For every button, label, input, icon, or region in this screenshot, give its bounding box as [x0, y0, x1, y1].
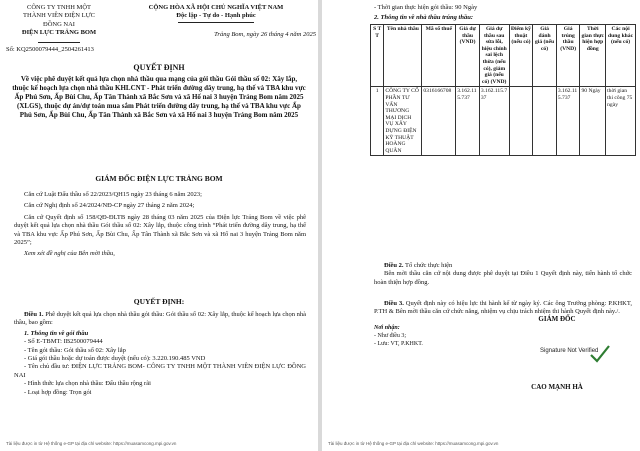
article-1 — [14, 311, 306, 397]
national-header — [118, 4, 314, 21]
col-header-adjusted-price: Giá dự thầu sau sửa lỗi, hiệu chỉnh sai lệch thừa (nếu có), giảm giá (nếu có) (VND) — [479, 25, 509, 87]
org-line-4: ĐIỆN LỰC TRẢNG BOM — [21, 29, 97, 37]
document-page-2 — [322, 0, 640, 451]
nation-name: CỘNG HÒA XÃ HỘI CHỦ NGHĨA VIỆT NAM — [148, 4, 284, 11]
cell-evaluated-price — [533, 87, 557, 156]
legal-basis — [14, 191, 306, 259]
cell-tax-code: 0316166708 — [422, 87, 456, 156]
recipients — [374, 324, 484, 348]
article-3-label: Điều 3. — [384, 300, 404, 307]
document-subject: Về việc phê duyệt kết quả lựa chọn nhà thầu qua mạng của gói thầu Gói thầu số 02: Xây lắp, thuộc kế hoạch lựa chọn nhà thầu KHLCNT - Phát triển đường dây trung, hạ thế và TBA khu vực Ấp Phú Sơn, Ấp Bùi Chu, Ấp Tân Thành xã Bắc Sơn và xã Hố nai 3 huyện Trảng Bom năm 2025 (XLGS), thuộc dự án/dự toán mua sắm Phát triển đường dây trung, hạ thế và TBA khu vực Ấp Phú Sơn, Ấp Bùi Chu, Ấp Tân Thành xã Bắc Sơn và xã Hố nai 3 huyện Trảng Bom năm 2025 — [12, 75, 306, 119]
article-2-body: Bên mời thầu căn cứ nội dung được phê duyệt tại Điều 1 Quyết định này, tiến hành tổ chức hoàn thiện hợp đồng. — [374, 270, 632, 286]
cell-contract-time: 90 Ngày — [580, 87, 606, 156]
org-underline — [38, 42, 80, 43]
basis-3: Căn cứ Quyết định số 158/QĐ-ĐLTB ngày 28 tháng 03 năm 2025 của Điện lực Trảng Bom về việc phê duyệt kết quả lựa chọn nhà thầu Gói thầu số 02: Xây lắp, thuộc công trình “Phát triển đường dây trung, hạ thế và TBA khu vực Ấp Phú Sơn, Ấp Bùi Chu, Ấp Tân Thành xã Bắc Sơn và xã Hố nai 3 huyện Trảng Bom năm 2025”; — [14, 213, 306, 247]
winning-bidder-table — [370, 24, 636, 156]
document-number: Số: KQ2500079444_2504261413 — [6, 46, 94, 53]
article-2-label: Điều 2. — [384, 262, 404, 269]
signer-title: GIÁM ĐỐC — [538, 315, 576, 323]
signer-name: CAO MẠNH HÀ — [531, 383, 583, 391]
page-footer: Tài liệu được in từ Hệ thống e-GP tại địa chỉ website: https://muasamcong.mpi.gov.vn — [328, 441, 499, 446]
recipient-1: - Như điều 3; — [374, 333, 407, 339]
signature-status: Signature Not Verified — [540, 348, 599, 354]
basis-4: Xem xét đề nghị của Bên mời thầu, — [24, 250, 115, 258]
table-header-row — [371, 25, 636, 87]
execution-time: - Thời gian thực hiện gói thầu: 90 Ngày — [374, 4, 478, 11]
recipients-title: Nơi nhận: — [374, 325, 400, 331]
article-1-text: Phê duyệt kết quả lựa chọn nhà thầu gói thầu: Gói thầu số 02: Xây lắp, thuộc kế hoạch lựa chọn nhà thầu, bao gồm: — [14, 311, 307, 327]
tbmt-number: - Số E-TBMT: IB2500079444 — [24, 338, 103, 346]
org-line-3: ĐỒNG NAI — [43, 20, 75, 28]
issuing-organization — [4, 4, 114, 38]
article-1-label: Điều 1. — [24, 311, 44, 318]
article-2-text: Tổ chức thực hiện — [403, 262, 453, 269]
col-header-technical-score: Điểm kỹ thuật (nếu có) — [509, 25, 533, 87]
table-row — [371, 87, 636, 156]
cell-technical-score — [509, 87, 533, 156]
col-header-bid-price: Giá dự thầu (VND) — [456, 25, 480, 87]
article-2 — [374, 262, 632, 287]
cell-other: thời gian thi công 75 ngày — [606, 87, 636, 156]
authority-title: GIÁM ĐỐC ĐIỆN LỰC TRẢNG BOM — [95, 174, 223, 183]
article-3-text: Quyết định này có hiệu lực thi hành kể từ ngày ký. Các ông Trưởng phòng: P.KHKT, P.TH & Bên mời thầu căn cứ chức năng, nhiệm vụ chịu trách nhiệm thi hành Quyết định này./. — [374, 300, 632, 316]
col-header-bidder: Tên nhà thầu — [384, 25, 422, 87]
decision-heading: QUYẾT ĐỊNH: — [133, 297, 185, 306]
check-icon — [588, 343, 612, 365]
place-date: Trảng Bom, ngày 26 tháng 4 năm 2025 — [214, 31, 316, 38]
page-footer: Tài liệu được in từ Hệ thống e-GP tại địa chỉ website: https://muasamcong.mpi.gov.vn — [6, 441, 177, 446]
cell-bid-price: 3.162.115.737 — [456, 87, 480, 156]
col-header-contract-time: Thời gian thực hiện hợp đồng — [580, 25, 606, 87]
cell-winning-price: 3.162.115.737 — [556, 87, 580, 156]
cell-stt: 1 — [371, 87, 384, 156]
section-2-heading: 2. Thông tin về nhà thầu trúng thầu: — [374, 14, 473, 21]
cell-bidder: CÔNG TY CỔ PHẦN TƯ VẤN THƯƠNG MẠI DỊCH VỤ XÂY DỰNG ĐIỆN KỸ THUẬT HOÀNG QUÂN — [384, 87, 422, 156]
package-name: - Tên gói thầu: Gói thầu số 02: Xây lắp — [24, 346, 126, 354]
contract-type: - Loại hợp đồng: Trọn gói — [24, 388, 92, 396]
col-header-winning-price: Giá trúng thầu (VND) — [556, 25, 580, 87]
document-title: QUYẾT ĐỊNH — [133, 63, 185, 72]
basis-1: Căn cứ Luật Đấu thầu số 22/2023/QH15 ngày 23 tháng 6 năm 2023; — [24, 191, 202, 198]
investor-name: - Tên chủ đầu tư: ĐIỆN LỰC TRẢNG BOM- CÔNG TY TNHH MỘT THÀNH VIÊN ĐIỆN LỰC ĐỒNG NAI — [14, 363, 306, 379]
org-line-1: CÔNG TY TNHH MỘT — [27, 4, 91, 11]
col-header-tax-code: Mã số thuế — [422, 25, 456, 87]
selection-method: - Hình thức lựa chọn nhà thầu: Đấu thầu rộng rãi — [24, 380, 151, 388]
motto: Độc lập - Tự do - Hạnh phúc — [176, 12, 256, 20]
recipient-2: - Lưu: VT, P.KHKT. — [374, 341, 423, 347]
basis-2: Căn cứ Nghị định số 24/2024/NĐ-CP ngày 27 tháng 2 năm 2024; — [24, 202, 195, 210]
org-line-2: THÀNH VIÊN ĐIỆN LỰC — [23, 12, 95, 20]
section-1-heading: 1. Thông tin về gói thầu — [24, 329, 89, 337]
digital-signature-stamp — [540, 347, 618, 377]
col-header-evaluated-price: Giá đánh giá (nếu có) — [533, 25, 557, 87]
col-header-stt: S T T — [371, 25, 384, 87]
col-header-other: Các nội dung khác (nếu có) — [606, 25, 636, 87]
document-page-1 — [0, 0, 318, 451]
cell-adjusted-price: 3.162.115.737 — [479, 87, 509, 156]
motto-underline — [178, 22, 254, 23]
package-price: - Giá gói thầu hoặc dự toán được duyệt (nếu có): 3.220.190.485 VND — [24, 355, 206, 363]
